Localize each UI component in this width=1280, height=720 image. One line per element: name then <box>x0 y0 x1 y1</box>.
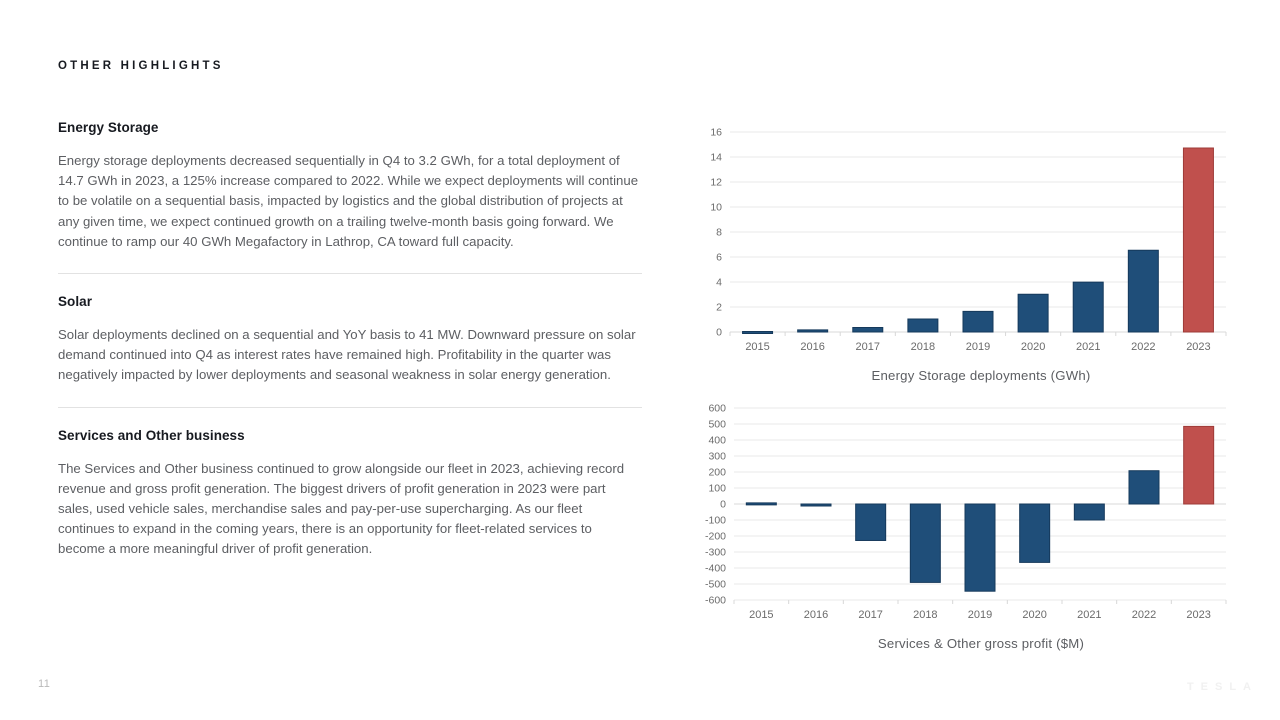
x-axis-tick-label: 2017 <box>858 609 883 621</box>
y-axis-tick-label: 14 <box>710 151 722 164</box>
x-axis-tick-label: 2023 <box>1186 341 1211 353</box>
bar <box>743 332 773 334</box>
y-axis-tick-label: 8 <box>716 226 722 239</box>
y-axis-tick-label: -400 <box>704 562 726 575</box>
y-axis-tick-label: 16 <box>710 126 722 139</box>
x-axis-tick-label: 2015 <box>749 609 774 621</box>
energy-storage-bar-chart <box>694 124 1234 364</box>
y-axis-tick-label: 12 <box>710 176 722 189</box>
x-axis-tick-label: 2015 <box>745 341 770 353</box>
y-axis-tick-label: 2 <box>716 301 722 314</box>
bar <box>856 504 886 540</box>
section-solar <box>58 294 642 386</box>
bar <box>1129 471 1159 504</box>
bar <box>963 311 993 332</box>
x-axis-tick-label: 2016 <box>800 341 825 353</box>
section-body: Solar deployments declined on a sequential and YoY basis to 41 MW. Downward pressure on solar demand continued into Q4 as interest rates have remained high. Profitability in the quarter was negatively impacted by lower deployments and seasonal weakness in solar energy generation. <box>58 327 636 383</box>
bar <box>801 504 831 506</box>
x-axis-tick-label: 2023 <box>1186 609 1211 621</box>
x-axis-tick-label: 2019 <box>965 341 991 353</box>
x-axis-tick-label: 2016 <box>803 609 829 621</box>
services-gross-profit-bar-chart <box>694 400 1234 632</box>
bar <box>1018 294 1048 332</box>
section-divider <box>58 407 642 408</box>
y-axis-tick-label: 200 <box>708 466 726 479</box>
x-axis-tick-label: 2022 <box>1131 341 1156 353</box>
bar <box>1183 148 1213 332</box>
page-number: 11 <box>38 678 51 690</box>
x-axis-tick-label: 2021 <box>1077 609 1102 621</box>
bar <box>1073 282 1103 332</box>
x-axis-tick-label: 2020 <box>1020 341 1046 353</box>
section-title: Energy Storage <box>58 120 159 135</box>
section-body: Energy storage deployments decreased sequentially in Q4 to 3.2 GWh, for a total deployment of 14.7 GWh in 2023, a 125% increase compared to 2022. While we expect deployments will continue to be volatile on a sequential basis, impacted by logistics and the global distribution of projects at any given time, we expect continued growth on a trailing twelve-month basis going forward. We continue to ramp our 40 GWh Megafactory in Lathrop, CA toward full capacity. <box>58 153 639 249</box>
section-title: Services and Other business <box>58 427 245 443</box>
x-axis-tick-label: 2022 <box>1131 609 1157 621</box>
bar <box>965 504 995 591</box>
bar <box>1074 504 1104 520</box>
bar <box>908 319 938 332</box>
y-axis-tick-label: -200 <box>704 530 726 543</box>
chart-energy-storage <box>694 124 1234 396</box>
y-axis-tick-label: 100 <box>708 482 726 495</box>
section-services-and-other <box>58 428 642 560</box>
bar <box>1128 250 1158 332</box>
section-energy-storage <box>58 120 642 252</box>
section-title: Solar <box>58 294 93 310</box>
y-axis-tick-label: 0 <box>716 326 722 339</box>
y-axis-tick-label: 10 <box>710 201 722 214</box>
bar <box>853 328 883 333</box>
y-axis-tick-label: 300 <box>708 450 726 463</box>
x-axis-tick-label: 2018 <box>910 341 936 353</box>
bar <box>1020 504 1050 562</box>
chart-title: Energy Storage deployments (GWh) <box>871 368 1091 383</box>
x-axis-tick-label: 2018 <box>913 609 938 621</box>
bar <box>798 330 828 332</box>
bar <box>910 504 940 582</box>
chart-services-gross-profit <box>694 400 1234 666</box>
tesla-logo: TESLA <box>1186 681 1258 693</box>
y-axis-tick-label: 500 <box>708 418 726 431</box>
page-kicker: OTHER HIGHLIGHTS <box>58 60 224 72</box>
section-divider <box>58 273 642 274</box>
text-column <box>58 60 642 560</box>
bar <box>746 503 776 505</box>
y-axis-tick-label: -600 <box>704 594 726 607</box>
y-axis-tick-label: 0 <box>720 498 726 511</box>
y-axis-tick-label: -500 <box>704 578 726 591</box>
bar <box>1184 426 1214 504</box>
x-axis-tick-label: 2017 <box>855 341 881 353</box>
y-axis-tick-label: 400 <box>708 434 726 447</box>
chart-title: Services & Other gross profit ($M) <box>877 636 1085 651</box>
y-axis-tick-label: 6 <box>716 251 722 264</box>
y-axis-tick-label: -300 <box>704 546 726 559</box>
section-body: The Services and Other business continued to grow alongside our fleet in 2023, achieving record revenue and gross profit generation. The biggest drivers of profit generation in 2023 were part sales, used vehicle sales, merchandise sales and pay-per-use supercharging. As our fleet continues to expand in the coming years, there is an opportunity for fleet-related services to become a more meaningful driver of profit generation. <box>58 460 625 557</box>
y-axis-tick-label: 4 <box>716 276 722 289</box>
y-axis-tick-label: 600 <box>708 402 726 415</box>
x-axis-tick-label: 2019 <box>967 609 993 621</box>
x-axis-tick-label: 2020 <box>1022 609 1047 621</box>
y-axis-tick-label: -100 <box>704 514 726 527</box>
x-axis-tick-label: 2021 <box>1075 341 1101 353</box>
